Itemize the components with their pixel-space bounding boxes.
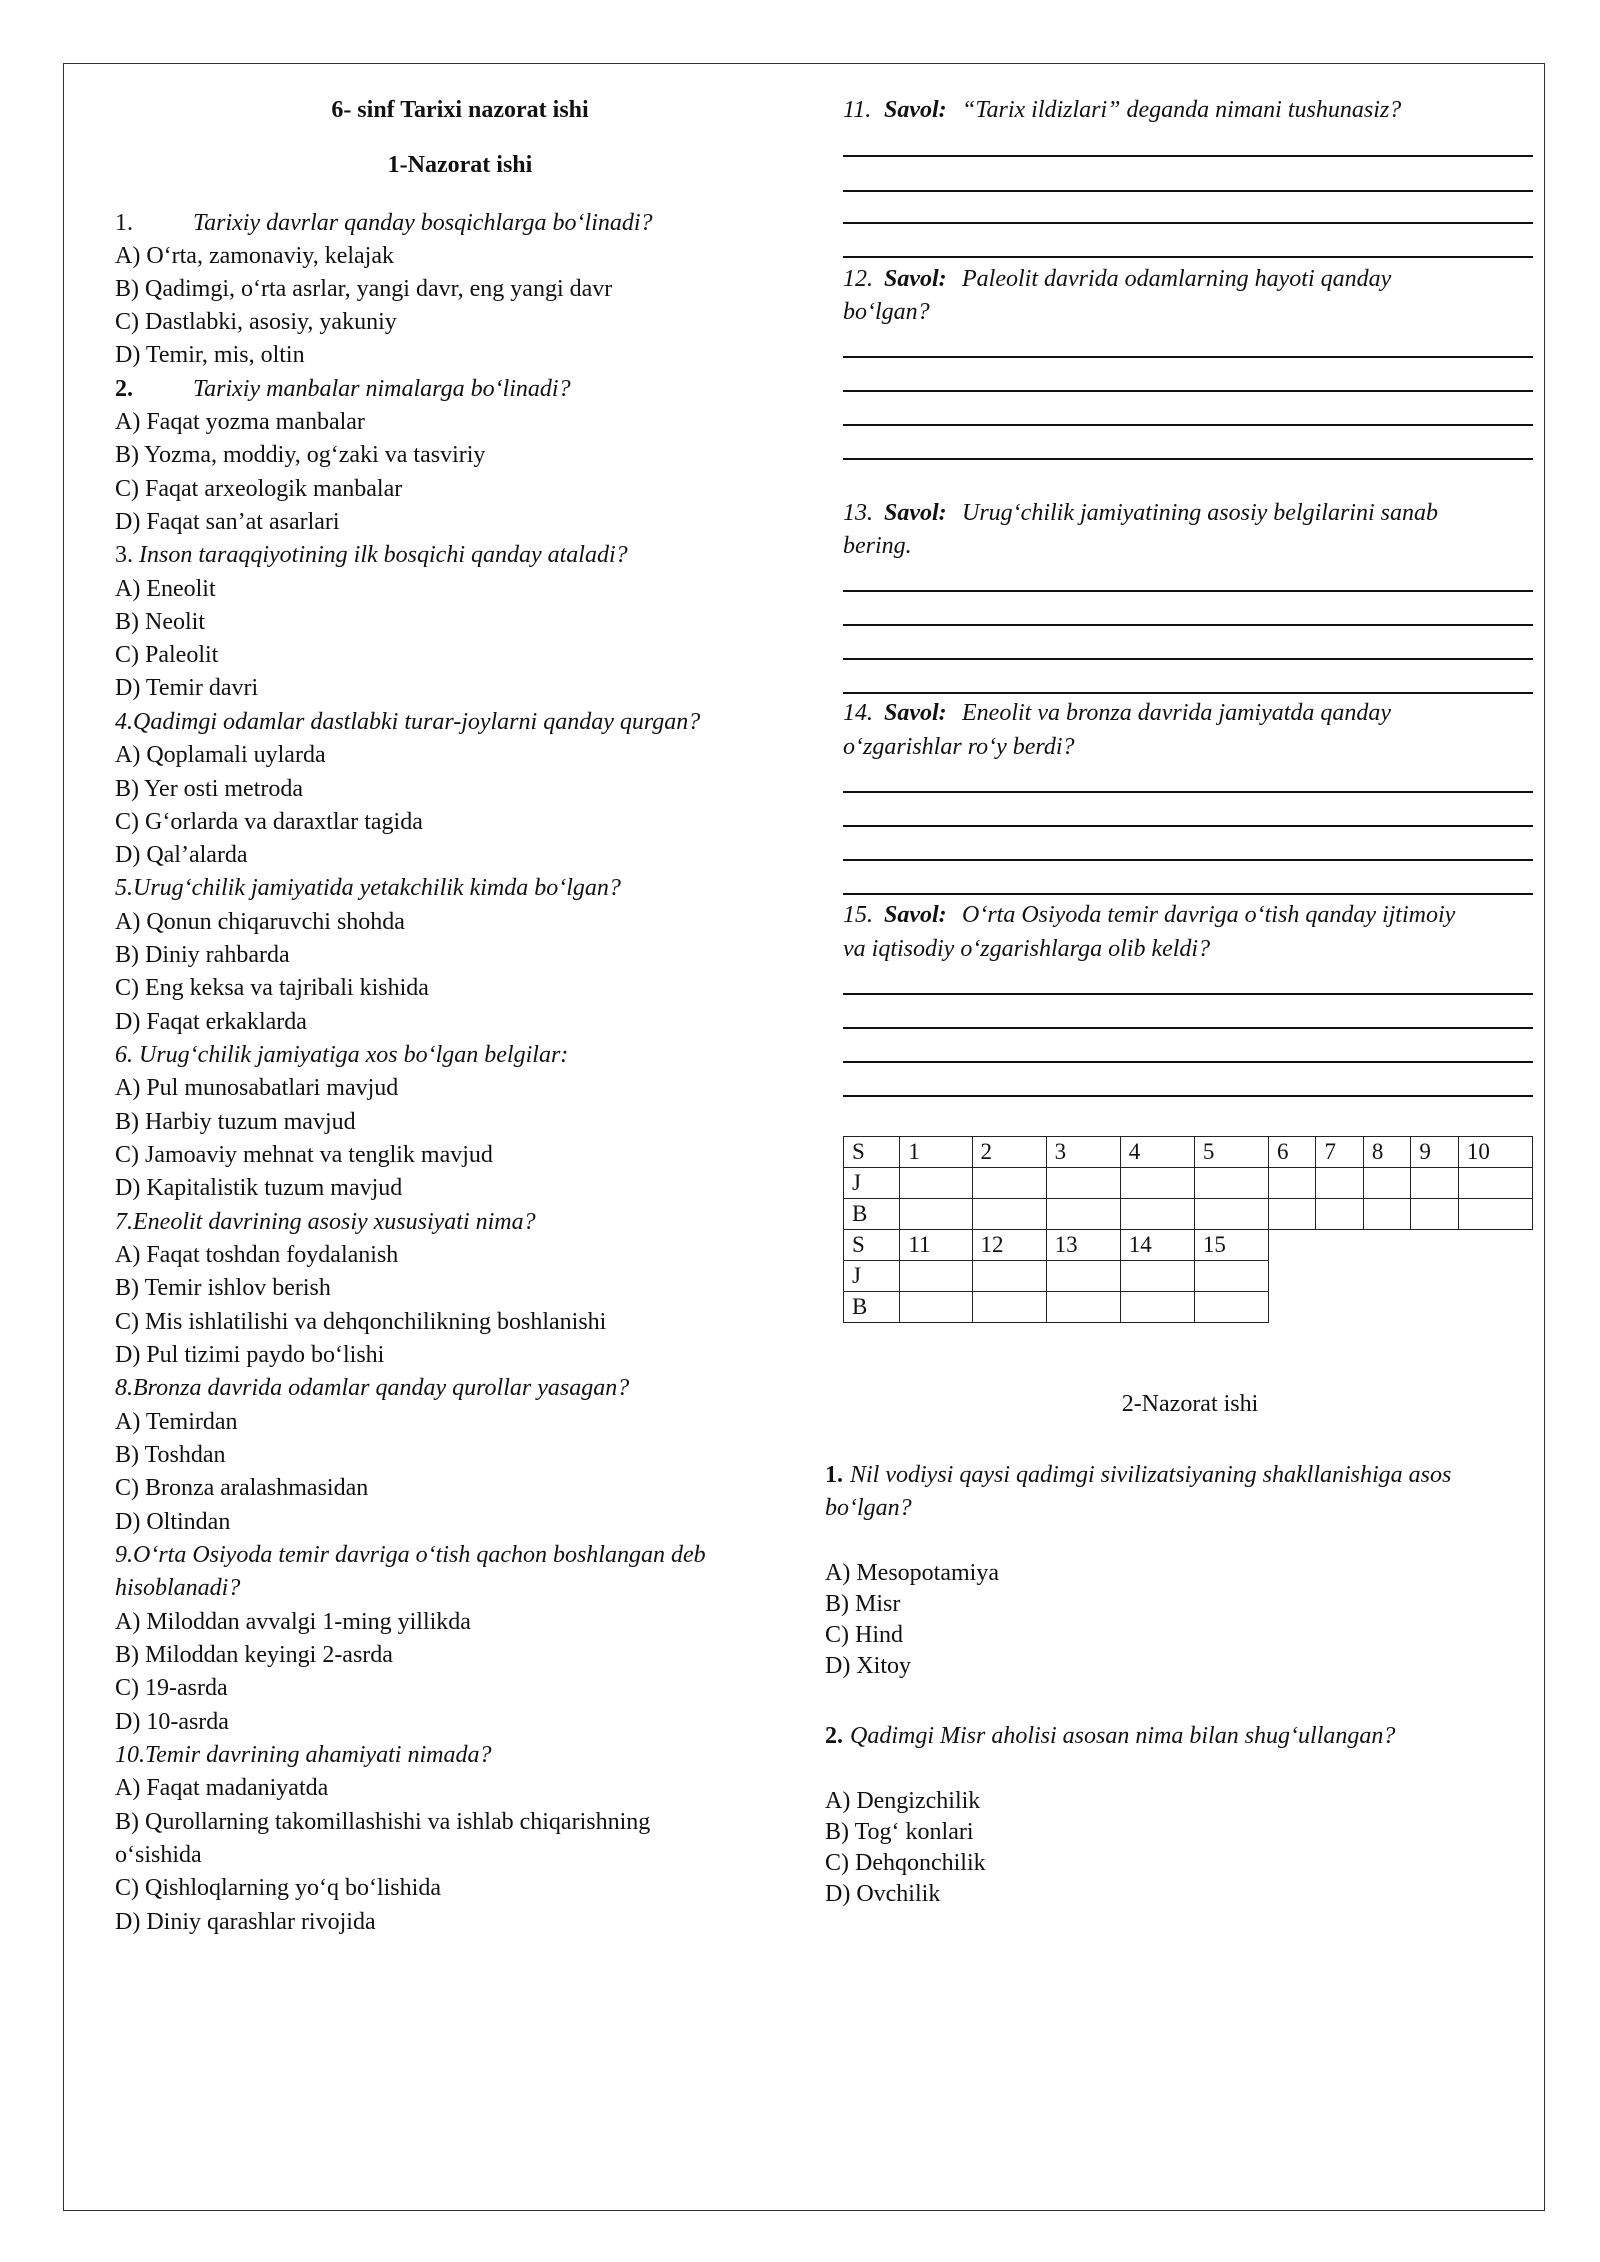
question-9-number: 9. (115, 1542, 133, 1568)
answer-cell[interactable] (900, 1199, 972, 1230)
table-empty (1363, 1292, 1410, 1323)
q4-option-c: C) G‘orlarda va daraxtlar tagida (115, 809, 423, 835)
q7-option-d: D) Pul tizimi paydo bo‘lishi (115, 1342, 385, 1368)
q14-answer-line-1[interactable] (843, 791, 1533, 793)
q6-option-b: B) Harbiy tuzum mavjud (115, 1109, 356, 1135)
q2-option-d: D) Faqat san’at asarlari (115, 509, 340, 535)
answer-table-row-b2 (844, 1292, 1533, 1323)
q14-answer-line-4[interactable] (843, 893, 1533, 895)
table-cell: S (844, 1137, 900, 1168)
q11-answer-line-4[interactable] (843, 256, 1533, 258)
q15-answer-line-2[interactable] (843, 1027, 1533, 1029)
q13-answer-line-2[interactable] (843, 624, 1533, 626)
s2-question-1-text: Nil vodiysi qaysi qadimgi sivilizatsiyaning shakllanishiga asos (850, 1462, 1452, 1488)
question-2-text: Tarixiy manbalar nimalarga bo‘linadi? (193, 376, 571, 402)
answer-cell[interactable] (1458, 1199, 1532, 1230)
q9-option-a: A) Miloddan avvalgi 1-ming yillikda (115, 1609, 471, 1635)
q1-option-b: B) Qadimgi, o‘rta asrlar, yangi davr, eng yangi davr (115, 276, 613, 302)
q5-option-d: D) Faqat erkaklarda (115, 1009, 307, 1035)
table-empty (1316, 1292, 1363, 1323)
q6-option-d: D) Kapitalistik tuzum mavjud (115, 1175, 403, 1201)
answer-cell[interactable] (1046, 1292, 1120, 1323)
q3-option-a: A) Eneolit (115, 576, 216, 602)
q5-option-b: B) Diniy rahbarda (115, 942, 290, 968)
q6-option-c: C) Jamoaviy mehnat va tenglik mavjud (115, 1142, 493, 1168)
question-7-number: 7. (115, 1209, 133, 1235)
q7-option-a: A) Faqat toshdan foydalanish (115, 1242, 399, 1268)
q3-option-b: B) Neolit (115, 609, 205, 635)
question-1-text: Tarixiy davrlar qanday bosqichlarga bo‘linadi? (193, 210, 653, 236)
table-empty (1268, 1230, 1315, 1261)
table-empty (1458, 1292, 1532, 1323)
question-9-text: O‘rta Osiyoda temir davriga o‘tish qachon boshlangan deb (133, 1542, 706, 1568)
q4-option-a: A) Qoplamali uylarda (115, 742, 326, 768)
question-13-text: Urug‘chilik jamiyatining asosiy belgilarini sanab (962, 500, 1438, 526)
answer-cell[interactable] (1120, 1168, 1194, 1199)
answer-cell[interactable] (900, 1168, 972, 1199)
q14-answer-line-2[interactable] (843, 825, 1533, 827)
q8-option-b: B) Toshdan (115, 1442, 226, 1468)
table-cell: B (844, 1199, 900, 1230)
q1-option-a: A) O‘rta, zamonaviy, kelajak (115, 243, 394, 269)
table-cell: B (844, 1292, 900, 1323)
question-13-text-cont: bering. (843, 533, 912, 559)
answer-table-row-j2 (844, 1261, 1533, 1292)
answer-table-row-s1 (844, 1137, 1533, 1168)
q9-option-c: C) 19-asrda (115, 1675, 228, 1701)
q1-option-c: C) Dastlabki, asosiy, yakuniy (115, 309, 397, 335)
answer-cell[interactable] (1194, 1261, 1268, 1292)
table-cell: S (844, 1230, 900, 1261)
question-7-text: Eneolit davrining asosiy xususiyati nima? (133, 1209, 536, 1235)
table-cell: J (844, 1168, 900, 1199)
q13-answer-line-1[interactable] (843, 590, 1533, 592)
q3-option-c: C) Paleolit (115, 642, 219, 668)
s2-q2-option-a: A) Dengizchilik (825, 1788, 981, 1814)
question-6-number: 6. (115, 1042, 133, 1068)
answer-cell[interactable] (1194, 1168, 1268, 1199)
s2-question-2-text: Qadimgi Misr aholisi asosan nima bilan shug‘ullangan? (850, 1723, 1396, 1749)
q8-option-d: D) Oltindan (115, 1509, 231, 1535)
page-title: 6- sinf Tarixi nazorat ishi (331, 97, 589, 123)
question-12-label: Savol: (884, 266, 947, 292)
q11-answer-line-3[interactable] (843, 222, 1533, 224)
q7-option-b: B) Temir ishlov berish (115, 1275, 331, 1301)
question-15-text-cont: va iqtisodiy o‘zgarishlarga olib keldi? (843, 936, 1211, 962)
table-cell: 2 (972, 1137, 1046, 1168)
answer-cell[interactable] (1316, 1168, 1363, 1199)
q11-answer-line-1[interactable] (843, 155, 1533, 157)
table-cell: 9 (1411, 1137, 1458, 1168)
table-empty (1458, 1261, 1532, 1292)
answer-cell[interactable] (1120, 1261, 1194, 1292)
table-cell: 13 (1046, 1230, 1120, 1261)
answer-cell[interactable] (972, 1168, 1046, 1199)
answer-table-row-j1 (844, 1168, 1533, 1199)
table-cell: 6 (1268, 1137, 1315, 1168)
table-cell: 10 (1458, 1137, 1532, 1168)
question-1-number: 1. (115, 210, 133, 236)
table-cell: 8 (1363, 1137, 1410, 1168)
answer-cell[interactable] (1268, 1168, 1315, 1199)
question-11-text: “Tarix ildizlari” deganda nimani tushunasiz? (962, 97, 1402, 123)
table-empty (1411, 1261, 1458, 1292)
answer-table-row-s2 (844, 1230, 1533, 1261)
table-empty (1268, 1292, 1315, 1323)
s2-question-1-number: 1. (825, 1462, 843, 1488)
question-13-number: 13. (843, 500, 873, 526)
answer-cell[interactable] (1046, 1168, 1120, 1199)
q12-answer-line-4[interactable] (843, 458, 1533, 460)
table-cell: 14 (1120, 1230, 1194, 1261)
answer-cell[interactable] (1316, 1199, 1363, 1230)
answer-cell[interactable] (1046, 1199, 1120, 1230)
q10-option-c: C) Qishloqlarning yo‘q bo‘lishida (115, 1875, 441, 1901)
answer-cell[interactable] (1194, 1199, 1268, 1230)
s2-q1-option-c: C) Hind (825, 1622, 903, 1648)
s2-q2-option-d: D) Ovchilik (825, 1881, 941, 1907)
answer-cell[interactable] (1458, 1168, 1532, 1199)
q15-answer-line-4[interactable] (843, 1095, 1533, 1097)
s2-q1-option-b: B) Misr (825, 1591, 901, 1617)
answer-cell[interactable] (1363, 1199, 1410, 1230)
q13-answer-line-4[interactable] (843, 692, 1533, 694)
q15-answer-line-3[interactable] (843, 1061, 1533, 1063)
s2-question-2-number: 2. (825, 1723, 843, 1749)
table-empty (1458, 1230, 1532, 1261)
q2-option-c: C) Faqat arxeologik manbalar (115, 476, 403, 502)
question-5-number: 5. (115, 875, 133, 901)
q6-option-a: A) Pul munosabatlari mavjud (115, 1075, 399, 1101)
question-8-number: 8. (115, 1375, 133, 1401)
question-14-text-cont: o‘zgarishlar ro‘y berdi? (843, 734, 1075, 760)
q11-answer-line-2[interactable] (843, 190, 1533, 192)
q9-option-b: B) Miloddan keyingi 2-asrda (115, 1642, 393, 1668)
s2-q2-option-c: C) Dehqonchilik (825, 1850, 986, 1876)
section-2-title: 2-Nazorat ishi (1121, 1391, 1259, 1417)
q1-option-d: D) Temir, mis, oltin (115, 342, 305, 368)
q10-option-b: B) Qurollarning takomillashishi va ishlab chiqarishning (115, 1809, 651, 1835)
q2-option-b: B) Yozma, moddiy, og‘zaki va tasviriy (115, 442, 486, 468)
question-15-number: 15. (843, 902, 873, 928)
question-11-number: 11. (843, 97, 872, 123)
q7-option-c: C) Mis ishlatilishi va dehqonchilikning boshlanishi (115, 1309, 607, 1335)
q2-option-a: A) Faqat yozma manbalar (115, 409, 365, 435)
question-14-label: Savol: (884, 700, 947, 726)
q4-option-d: D) Qal’alarda (115, 842, 248, 868)
question-5-text: Urug‘chilik jamiyatida yetakchilik kimda bo‘lgan? (133, 875, 621, 901)
question-4-text: Qadimgi odamlar dastlabki turar-joylarni qanday qurgan? (133, 709, 701, 735)
answer-cell[interactable] (1046, 1261, 1120, 1292)
s2-question-1-text-cont: bo‘lgan? (825, 1495, 912, 1521)
question-14-number: 14. (843, 700, 873, 726)
question-3-text: Inson taraqqiyotining ilk bosqichi qanday ataladi? (139, 542, 628, 568)
question-8-text: Bronza davrida odamlar qanday qurollar yasagan? (133, 1375, 630, 1401)
table-cell: 12 (972, 1230, 1046, 1261)
q4-option-b: B) Yer osti metroda (115, 776, 303, 802)
answer-cell[interactable] (1194, 1292, 1268, 1323)
table-cell: 4 (1120, 1137, 1194, 1168)
q15-answer-line-1[interactable] (843, 993, 1533, 995)
question-11-label: Savol: (884, 97, 947, 123)
answer-table-row-b1 (844, 1199, 1533, 1230)
question-10-number: 10. (115, 1742, 145, 1768)
question-2-number: 2. (115, 376, 133, 402)
table-empty (1411, 1292, 1458, 1323)
q8-option-c: C) Bronza aralashmasidan (115, 1475, 369, 1501)
q12-answer-line-2[interactable] (843, 390, 1533, 392)
q10-option-d: D) Diniy qarashlar rivojida (115, 1909, 376, 1935)
q12-answer-line-3[interactable] (843, 424, 1533, 426)
answer-cell[interactable] (972, 1199, 1046, 1230)
table-cell: 15 (1194, 1230, 1268, 1261)
table-cell: 7 (1316, 1137, 1363, 1168)
question-6-text: Urug‘chilik jamiyatiga xos bo‘lgan belgilar: (139, 1042, 569, 1068)
q14-answer-line-3[interactable] (843, 859, 1533, 861)
answer-cell[interactable] (1363, 1168, 1410, 1199)
answer-cell[interactable] (1120, 1199, 1194, 1230)
answer-cell[interactable] (1268, 1199, 1315, 1230)
answer-cell[interactable] (1411, 1199, 1458, 1230)
table-cell: 1 (900, 1137, 972, 1168)
question-15-text: O‘rta Osiyoda temir davriga o‘tish qanday ijtimoiy (962, 902, 1456, 928)
answer-cell[interactable] (900, 1261, 972, 1292)
table-cell: 3 (1046, 1137, 1120, 1168)
table-empty (1363, 1261, 1410, 1292)
table-empty (1411, 1230, 1458, 1261)
q5-option-a: A) Qonun chiqaruvchi shohda (115, 909, 405, 935)
question-4-number: 4. (115, 709, 133, 735)
table-empty (1268, 1261, 1315, 1292)
table-cell: J (844, 1261, 900, 1292)
question-3-number: 3. (115, 542, 133, 568)
question-14-text: Eneolit va bronza davrida jamiyatda qanday (962, 700, 1392, 726)
question-13-label: Savol: (884, 500, 947, 526)
table-empty (1316, 1261, 1363, 1292)
section-1-title: 1-Nazorat ishi (387, 152, 533, 178)
answer-cell[interactable] (1120, 1292, 1194, 1323)
s2-q1-option-a: A) Mesopotamiya (825, 1560, 999, 1586)
s2-q2-option-b: B) Tog‘ konlari (825, 1819, 974, 1845)
q5-option-c: C) Eng keksa va tajribali kishida (115, 975, 429, 1001)
question-12-text-cont: bo‘lgan? (843, 299, 930, 325)
q9-option-d: D) 10-asrda (115, 1709, 229, 1735)
q8-option-a: A) Temirdan (115, 1409, 238, 1435)
question-15-label: Savol: (884, 902, 947, 928)
question-10-text: Temir davrining ahamiyati nimada? (145, 1742, 492, 1768)
question-9-text-cont: hisoblanadi? (115, 1575, 241, 1601)
q12-answer-line-1[interactable] (843, 356, 1533, 358)
question-12-text: Paleolit davrida odamlarning hayoti qanday (962, 266, 1392, 292)
q13-answer-line-3[interactable] (843, 658, 1533, 660)
answer-table (843, 1136, 1533, 1323)
s2-q1-option-d: D) Xitoy (825, 1653, 911, 1679)
q3-option-d: D) Temir davri (115, 675, 259, 701)
answer-cell[interactable] (972, 1261, 1046, 1292)
table-cell: 11 (900, 1230, 972, 1261)
table-cell: 5 (1194, 1137, 1268, 1168)
answer-cell[interactable] (1411, 1168, 1458, 1199)
table-empty (1363, 1230, 1410, 1261)
question-12-number: 12. (843, 266, 873, 292)
table-empty (1316, 1230, 1363, 1261)
answer-cell[interactable] (900, 1292, 972, 1323)
q10-option-a: A) Faqat madaniyatda (115, 1775, 329, 1801)
answer-cell[interactable] (972, 1292, 1046, 1323)
q10-option-b-cont: o‘sishida (115, 1842, 202, 1868)
